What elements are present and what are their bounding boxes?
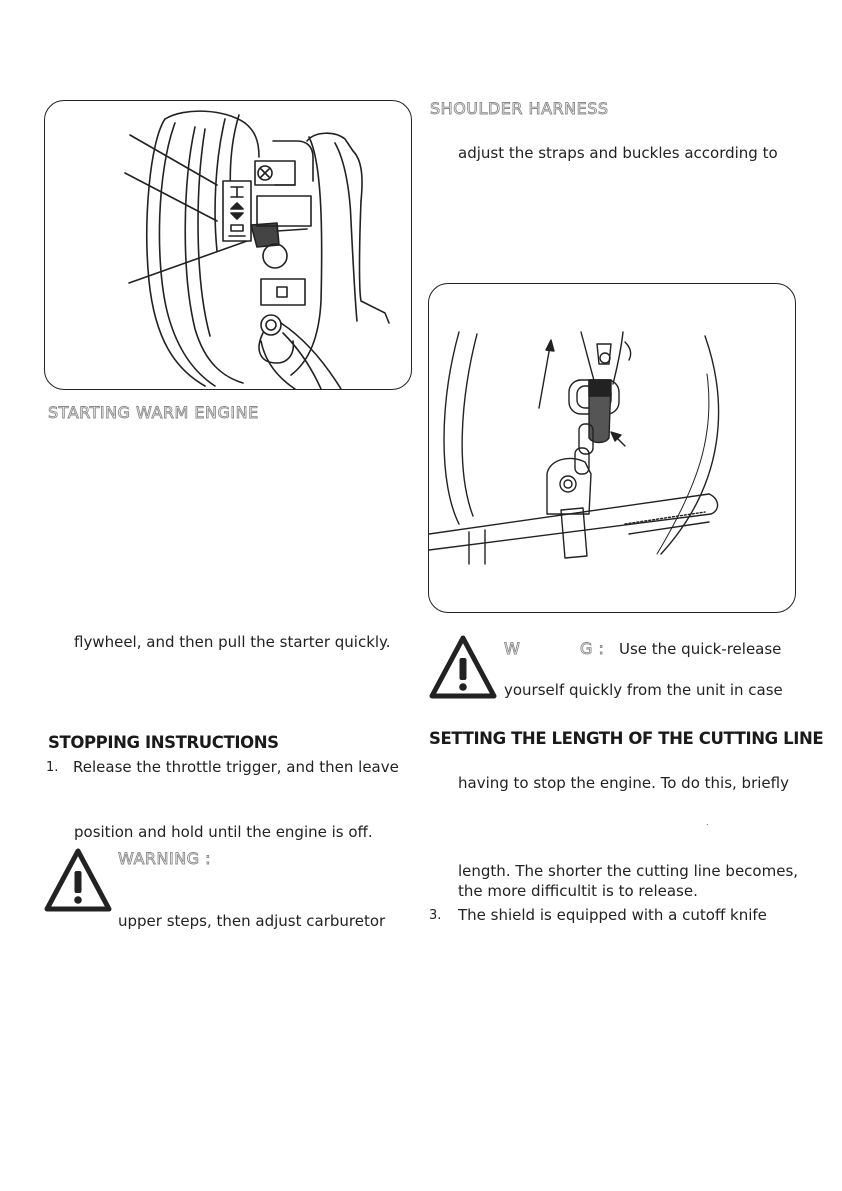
step-1-text: Release the throttle trigger, and then leave [73,758,399,776]
step-1-number: 1. [46,760,59,775]
harness-figure [428,283,796,613]
starting-warm-engine-heading: STARTING WARM ENGINE [48,403,259,422]
choke-label-bottom: III [236,234,238,235]
cutting-line-heading: SETTING THE LENGTH OF THE CUTTING LINE [429,729,824,748]
engine-choke-figure [44,100,412,390]
engine-choke-illustration [45,101,411,389]
warning-w-letter: W [504,639,521,658]
harness-illustration [429,284,795,612]
step-3-text: The shield is equipped with a cutoff knife [458,906,767,924]
flywheel-text: flywheel, and then pull the starter quickly. [74,633,391,651]
difficult-text: the more difficultit is to release. [458,882,698,900]
step-3-number: 3. [429,908,442,923]
quick-release-text: Use the quick-release [619,640,782,658]
shoulder-harness-heading: SHOULDER HARNESS [430,99,609,118]
length-text: length. The shorter the cutting line becomes, [458,862,799,880]
warning-g-letter: G : [580,639,605,658]
yourself-quickly-text: yourself quickly from the unit in case [504,681,783,699]
warning-triangle-icon [43,845,113,915]
warning-label: WARNING : [118,849,212,868]
stray-dot: . [706,818,709,827]
adjust-straps-text: adjust the straps and buckles according to [458,144,778,162]
stopping-instructions-heading: STOPPING INSTRUCTIONS [48,733,279,752]
warning-triangle-icon [427,632,499,702]
choke-label-top: H [236,196,238,197]
upper-steps-text: upper steps, then adjust carburetor [118,912,386,930]
position-text: position and hold until the engine is off. [74,823,373,841]
having-to-stop-text: having to stop the engine. To do this, briefly [458,774,789,792]
